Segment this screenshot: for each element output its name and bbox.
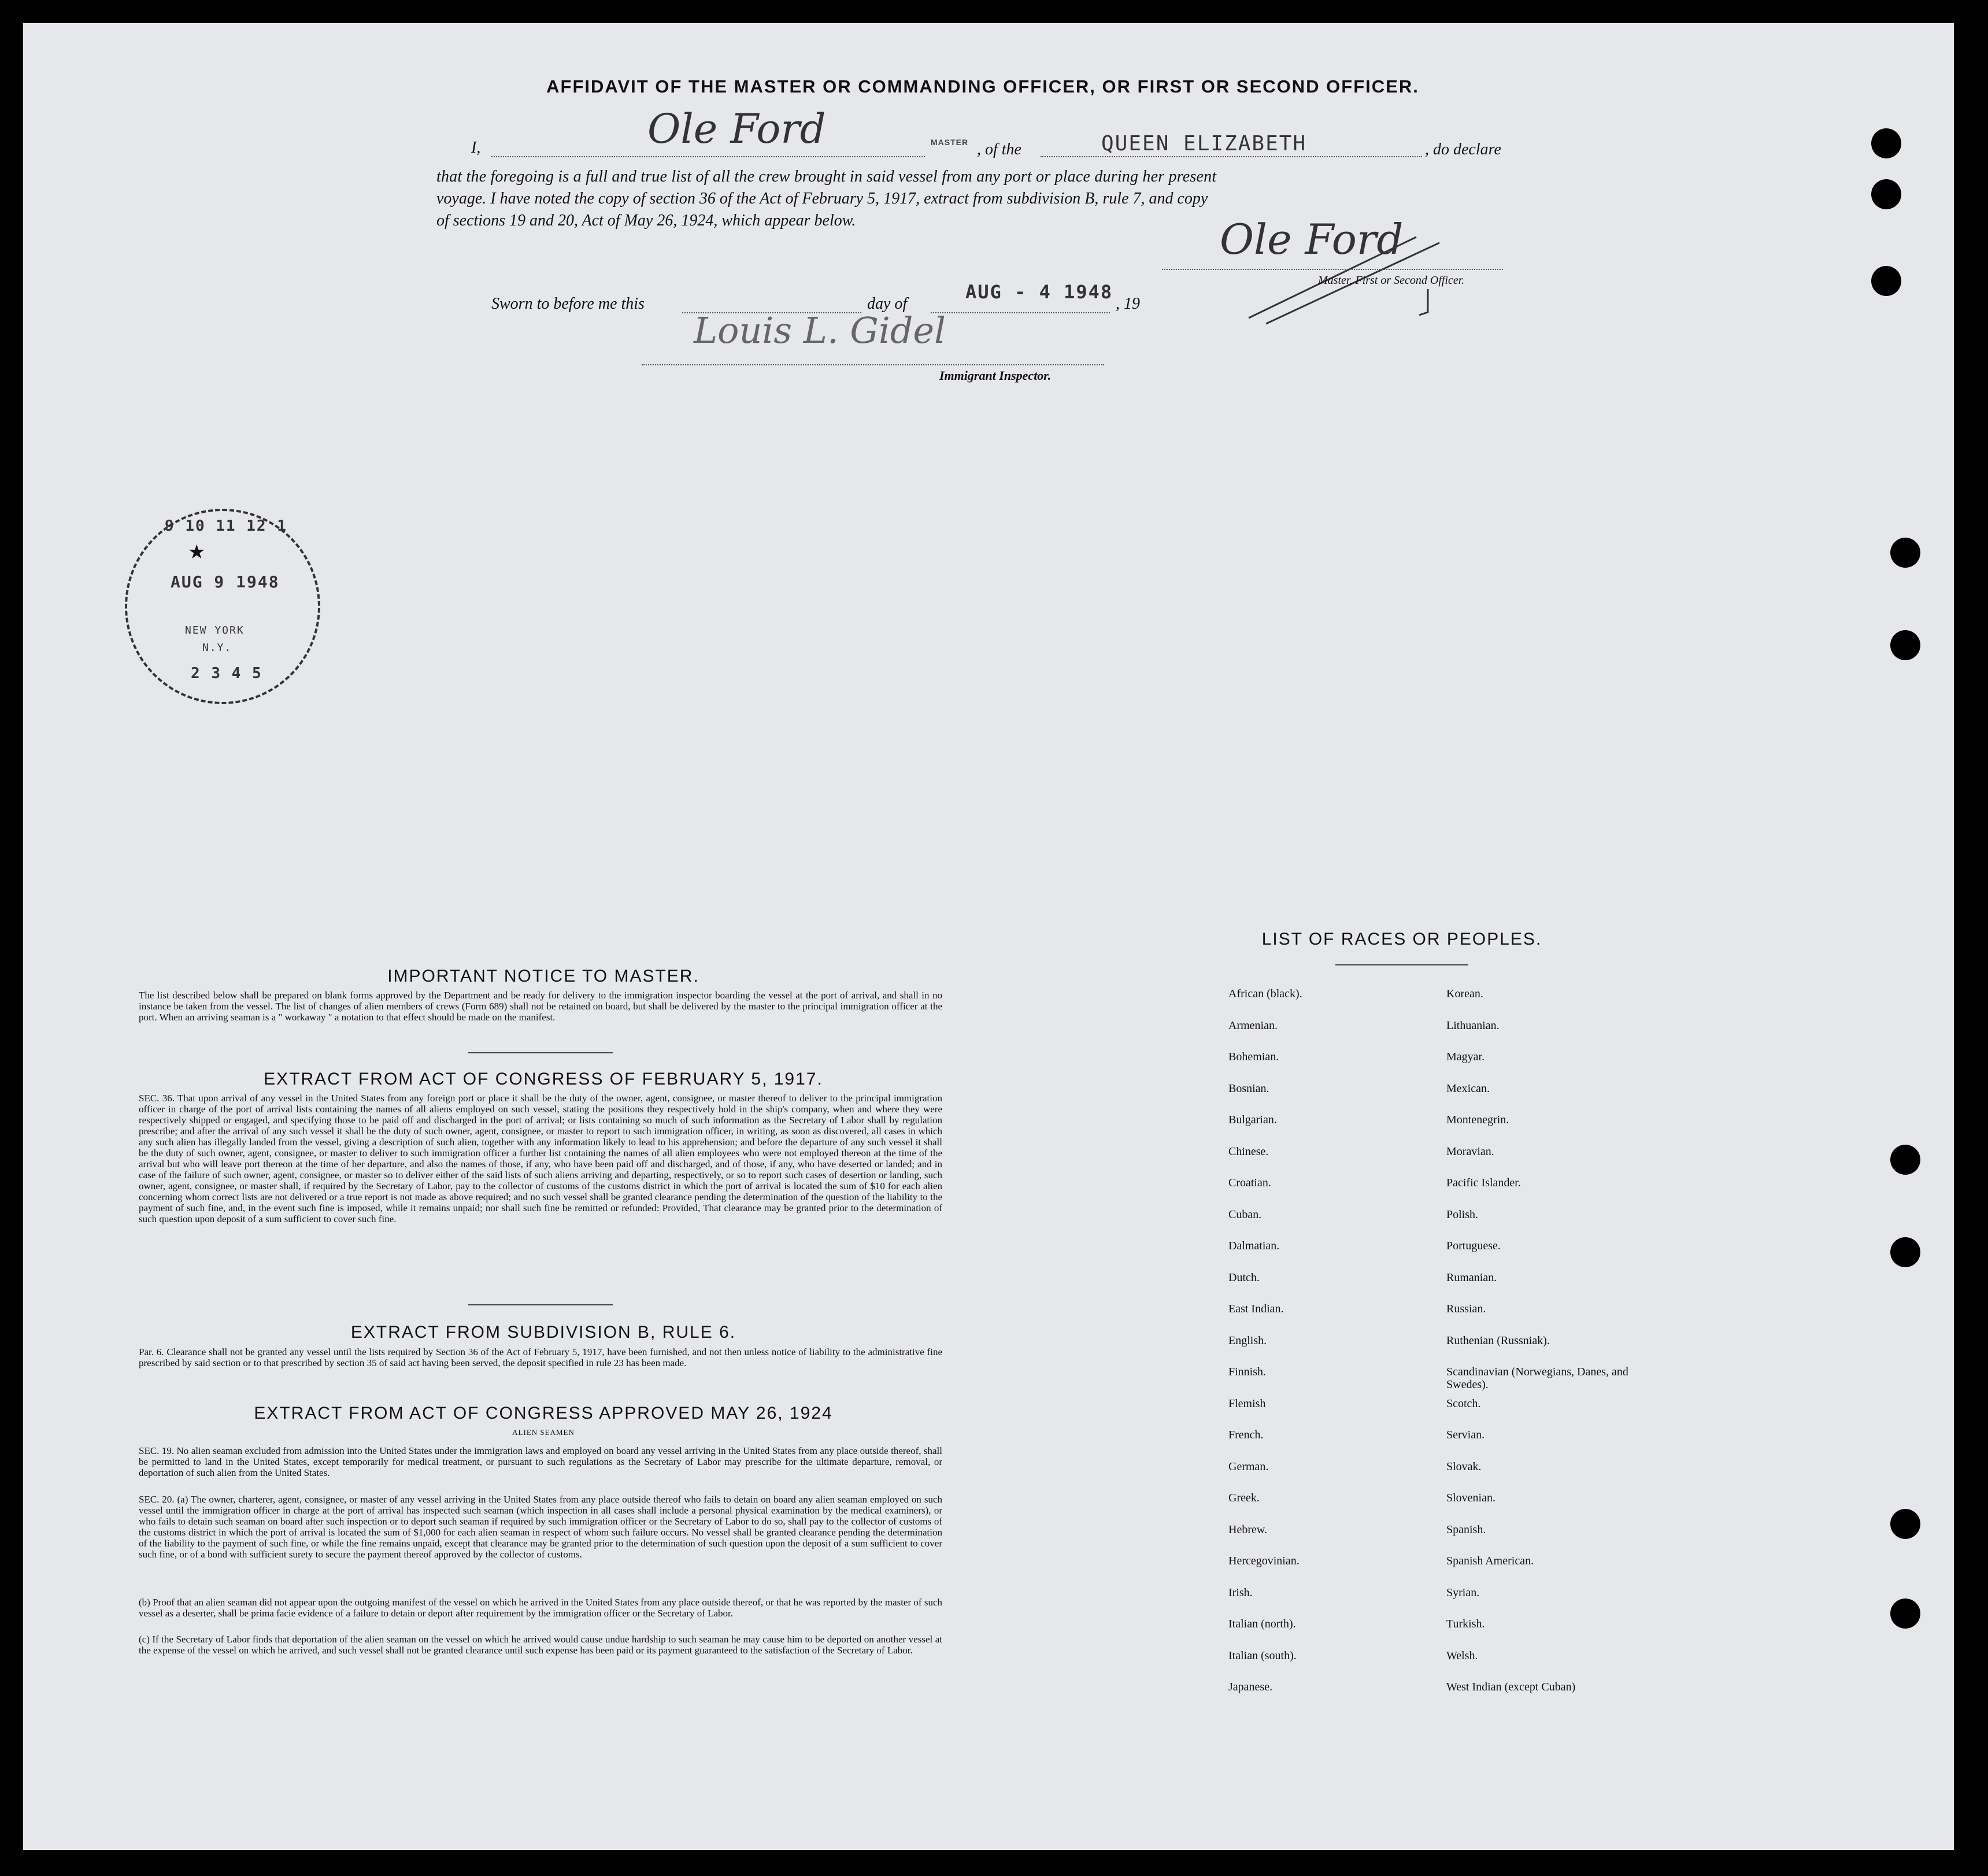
postmark-date: AUG 9 1948 bbox=[171, 572, 280, 591]
postmark-hours-lower bbox=[191, 665, 262, 682]
race-item: Bosnian. bbox=[1228, 1082, 1269, 1095]
punch-hole bbox=[1890, 1599, 1920, 1629]
divider bbox=[1335, 964, 1468, 965]
sec20b-text: (b) Proof that an alien seaman did not appear upon the outgoing manifest of the vessel on which he arrived in the United States from any place outside thereof, or that he was reported by the master of such vessel as a deserter, shall be prima facie evidence of a failure to detain or deport after requirement by the immigration officer or the Secretary of Labor. bbox=[139, 1597, 942, 1619]
signature-caption: Master, First or Second Officer. bbox=[1318, 274, 1465, 287]
extract-1917-title: EXTRACT FROM ACT OF CONGRESS OF FEBRUARY 5, 1917. bbox=[264, 1070, 823, 1089]
race-item: Servian. bbox=[1446, 1429, 1485, 1441]
race-item: Korean. bbox=[1446, 987, 1483, 1000]
punch-hole bbox=[1871, 128, 1901, 158]
race-item: East Indian. bbox=[1228, 1303, 1284, 1315]
postmark-place: NEW YORK bbox=[185, 624, 245, 637]
inspector-signature: Louis L. Gidel bbox=[694, 309, 946, 351]
postmark-hour: 9 bbox=[165, 517, 175, 535]
declaration-line3: of sections 19 and 20, Act of May 26, 1924, which appear below. bbox=[436, 212, 856, 230]
declaration-line2: voyage. I have noted the copy of section 36 of the Act of February 5, 1917, extract from subdivision B, rule 7, and copy bbox=[436, 190, 1208, 208]
punch-hole bbox=[1871, 266, 1901, 296]
race-item: Bohemian. bbox=[1228, 1050, 1279, 1063]
sworn-label: Sworn to before me this bbox=[491, 295, 645, 313]
notice-text: The list described below shall be prepared on blank forms approved by the Department and be ready for delivery to the immigration inspector boarding the vessel at the port of arrival, and shall in no instance be taken from the vessel. The list of changes of alien members of crews (Form 689) shall not be retained on board, but shall be delivered by the master to the principal immigration officer at the port. When an arriving seaman is a " workaway " a notation to that effect should be made on the manifest. bbox=[139, 990, 942, 1023]
races-left-column bbox=[1228, 987, 1437, 1712]
race-item: Lithuanian. bbox=[1446, 1019, 1500, 1032]
race-item: Armenian. bbox=[1228, 1019, 1278, 1032]
race-item: Slovak. bbox=[1446, 1460, 1482, 1473]
subdivision-title: EXTRACT FROM SUBDIVISION B, RULE 6. bbox=[350, 1323, 736, 1342]
postmark-hour: 1 bbox=[277, 517, 287, 535]
race-item: Cuban. bbox=[1228, 1208, 1262, 1221]
postmark-hour: 10 bbox=[185, 517, 206, 535]
declaration-line1: that the foregoing is a full and true list of all the crew brought in said vessel from any port or place during her present bbox=[436, 168, 1217, 186]
race-item: African (black). bbox=[1228, 987, 1302, 1000]
race-item: Dalmatian. bbox=[1228, 1239, 1280, 1252]
i-label: I, bbox=[471, 139, 481, 157]
do-declare-label: , do declare bbox=[1425, 140, 1501, 158]
inspector-caption: Immigrant Inspector. bbox=[939, 368, 1052, 383]
vessel-name-stamp: QUEEN ELIZABETH bbox=[1101, 132, 1307, 156]
inspector-line bbox=[642, 364, 1104, 365]
of-the-label: , of the bbox=[977, 140, 1021, 158]
punch-hole bbox=[1890, 538, 1920, 568]
vessel-line bbox=[1041, 156, 1422, 157]
sec20c-text: (c) If the Secretary of Labor finds that deportation of the alien seaman on the vessel on which he arrived would cause undue hardship to such seaman he may cause him to be deported on another vessel at the expense of the vessel on which he arrived, and such vessel shall not be granted clearance until such expense has been paid or its payment guaranteed to the satisfaction of the Secretary of Labor. bbox=[139, 1634, 942, 1656]
race-item: Irish. bbox=[1228, 1586, 1253, 1599]
race-item: Russian. bbox=[1446, 1303, 1486, 1315]
race-item: Hercegovinian. bbox=[1228, 1555, 1300, 1567]
day-of-label: day of bbox=[867, 295, 908, 313]
race-item: Croatian. bbox=[1228, 1176, 1271, 1189]
date-stamp: AUG - 4 1948 bbox=[965, 281, 1113, 303]
name-line bbox=[491, 156, 925, 157]
race-item: Mexican. bbox=[1446, 1082, 1490, 1095]
affidavit-title: AFFIDAVIT OF THE MASTER OR COMMANDING OFFICER, OR FIRST OR SECOND OFFICER. bbox=[546, 76, 1419, 97]
race-item: Moravian. bbox=[1446, 1145, 1494, 1158]
postmark-hour: 11 bbox=[216, 517, 236, 535]
divider bbox=[468, 1304, 613, 1305]
race-item: Rumanian. bbox=[1446, 1271, 1497, 1284]
race-item: Hebrew. bbox=[1228, 1523, 1268, 1536]
year-label: , 19 bbox=[1116, 295, 1140, 313]
race-item: Welsh. bbox=[1446, 1649, 1478, 1662]
race-item: Slovenian. bbox=[1446, 1492, 1495, 1504]
race-item: Spanish. bbox=[1446, 1523, 1486, 1536]
race-item: Finnish. bbox=[1228, 1366, 1267, 1378]
race-item: English. bbox=[1228, 1334, 1267, 1347]
race-item: Greek. bbox=[1228, 1492, 1260, 1504]
punch-hole bbox=[1871, 179, 1901, 209]
master-name-handwritten: Ole Ford bbox=[647, 105, 826, 153]
postmark-hour: 3 bbox=[211, 665, 221, 682]
subdivision-text: Par. 6. Clearance shall not be granted any vessel until the lists required by Section 36 of the Act of February 5, 1917, have been furnished, and not then unless notice of liability to the administrative fine prescribed by said section or to that prescribed by section 35 of said act having been served, the deposit specified in rule 23 has been made. bbox=[139, 1346, 942, 1368]
signature-line bbox=[1162, 269, 1503, 270]
race-item: Scandinavian (Norwegians, Danes, and Swedes). bbox=[1446, 1366, 1628, 1391]
race-item: French. bbox=[1228, 1429, 1264, 1441]
race-item: Turkish. bbox=[1446, 1618, 1485, 1630]
race-item: Japanese. bbox=[1228, 1681, 1273, 1693]
race-item: Pacific Islander. bbox=[1446, 1176, 1521, 1189]
races-right-column bbox=[1446, 987, 1666, 1712]
punch-hole bbox=[1890, 1145, 1920, 1175]
punch-hole bbox=[1890, 630, 1920, 660]
postmark-hour: 4 bbox=[231, 665, 242, 682]
race-item: Italian (north). bbox=[1228, 1618, 1296, 1630]
sworn-month-line bbox=[931, 312, 1110, 313]
race-item: Bulgarian. bbox=[1228, 1113, 1277, 1126]
race-item: Flemish bbox=[1228, 1397, 1266, 1410]
star-icon: ★ bbox=[188, 542, 206, 563]
races-title: LIST OF RACES OR PEOPLES. bbox=[1261, 930, 1542, 949]
postmark-hour: 12 bbox=[246, 517, 267, 535]
postmark-hour: 2 bbox=[191, 665, 201, 682]
extract-1924-subtitle: ALIEN SEAMEN bbox=[512, 1428, 575, 1437]
punch-hole bbox=[1890, 1237, 1920, 1267]
race-item: Polish. bbox=[1446, 1208, 1479, 1221]
race-item: Syrian. bbox=[1446, 1586, 1480, 1599]
postmark-hours bbox=[165, 517, 287, 535]
sec19-text: SEC. 19. No alien seaman excluded from admission into the United States under the immigration laws and employed on board any vessel arriving in the United States from any place outside thereof, shall be permitted to land in the United States, except temporarily for medical treatment, or pursuant to such regulations as the Secretary of Labor may prescribe for the ultimate departure, removal, or deportation of such alien from the United States. bbox=[139, 1445, 942, 1478]
master-signature: Ole Ford bbox=[1220, 215, 1404, 264]
race-item: Portuguese. bbox=[1446, 1239, 1501, 1252]
postmark-hour: 5 bbox=[251, 665, 262, 682]
extract-1924-title: EXTRACT FROM ACT OF CONGRESS APPROVED MAY 26, 1924 bbox=[254, 1404, 833, 1423]
race-item: Italian (south). bbox=[1228, 1649, 1297, 1662]
race-item: West Indian (except Cuban) bbox=[1446, 1681, 1576, 1693]
divider bbox=[468, 1052, 613, 1053]
race-item: Dutch. bbox=[1228, 1271, 1260, 1284]
race-item: Spanish American. bbox=[1446, 1555, 1534, 1567]
race-item: Magyar. bbox=[1446, 1050, 1485, 1063]
extract-1917-text: SEC. 36. That upon arrival of any vessel in the United States from any foreign port or place it shall be the duty of the owner, agent, consignee, or master thereof to deliver to the principal immigration officer in charge of the port of arrival lists containing the names of all aliens employed on such vessel, stating the positions they respectively hold in the ship's company, when and where they were respectively shipped or engaged, and specifying those to be paid off and discharged in the port of arrival; or lists containing so much of such information as the Secretary of Labor shall by regulation prescribe; and after the arrival of any such vessel it shall be the duty of such owner, agent, consignee, or master to report to such immigration officer, in writing, as soon as discovered, all cases in which any such alien has illegally landed from the vessel, giving a description of such alien, together with any information likely to lead to his apprehension; and before the departure of any such vessel it shall be the duty of such owner, agent, consignee, or master to deliver to such immigration officer a further list containing the names of all alien employees who were not employed thereon at the time of the arrival but who will leave port thereon at the time of her departure, and also the names of those, if any, who have been paid off and discharged, and of those, if any, who have deserted or landed; and in case of the failure of such owner, agent, consignee, or master so to deliver either of the said lists of such aliens arriving and departing, respectively, or so to report such cases of desertion or landing, such owner, agent, consignee, or master shall, if required by the Secretary of Labor, pay to the collector of customs of the customs district in which the port of arrival is located the sum of $10 for each alien concerning whom correct lists are not delivered or a true report is not made as above required; and no such vessel shall be granted clearance pending the determination of the question of the liability to the payment of such fine, and, in the event such fine is imposed, while it remains unpaid; nor shall such fine be remitted or refunded: Provided, That clearance may be granted prior to the determination of such question upon deposit of a sum sufficient to cover such fine. bbox=[139, 1093, 942, 1224]
race-item: Scotch. bbox=[1446, 1397, 1481, 1410]
postmark-state: N.Y. bbox=[202, 642, 232, 654]
notice-title: IMPORTANT NOTICE TO MASTER. bbox=[387, 967, 699, 986]
race-item: Ruthenian (Russniak). bbox=[1446, 1334, 1550, 1347]
sec20a-text: SEC. 20. (a) The owner, charterer, agent, consignee, or master of any vessel arriving in the United States from any place outside thereof who fails to detain on board any alien seaman employed on such vessel until the immigration officer in charge at the port of arrival has inspected such seaman (which inspection in all cases shall include a personal physical examination by the medical examiners), or who fails to detain such seaman on board after such inspection or to deport such seaman if required by such immigration officer or the Secretary of Labor to do so, shall pay to the collector of customs of the customs district in which the port of arrival is located the sum of $1,000 for each alien seaman in respect of whom such failure occurs. No vessel shall be granted clearance pending the determination of the liability to the payment of such fine, or while the fine remains unpaid, except that clearance may be granted prior to the determination of such question upon the deposit of a sum sufficient to cover such fine, or of a bond with sufficient surety to secure the payment thereof approved by the collector of customs. bbox=[139, 1494, 942, 1560]
race-item: Chinese. bbox=[1228, 1145, 1269, 1158]
punch-hole bbox=[1890, 1509, 1920, 1539]
race-item: German. bbox=[1228, 1460, 1269, 1473]
race-item: Montenegrin. bbox=[1446, 1113, 1509, 1126]
rank-stamp: MASTER bbox=[931, 138, 969, 147]
